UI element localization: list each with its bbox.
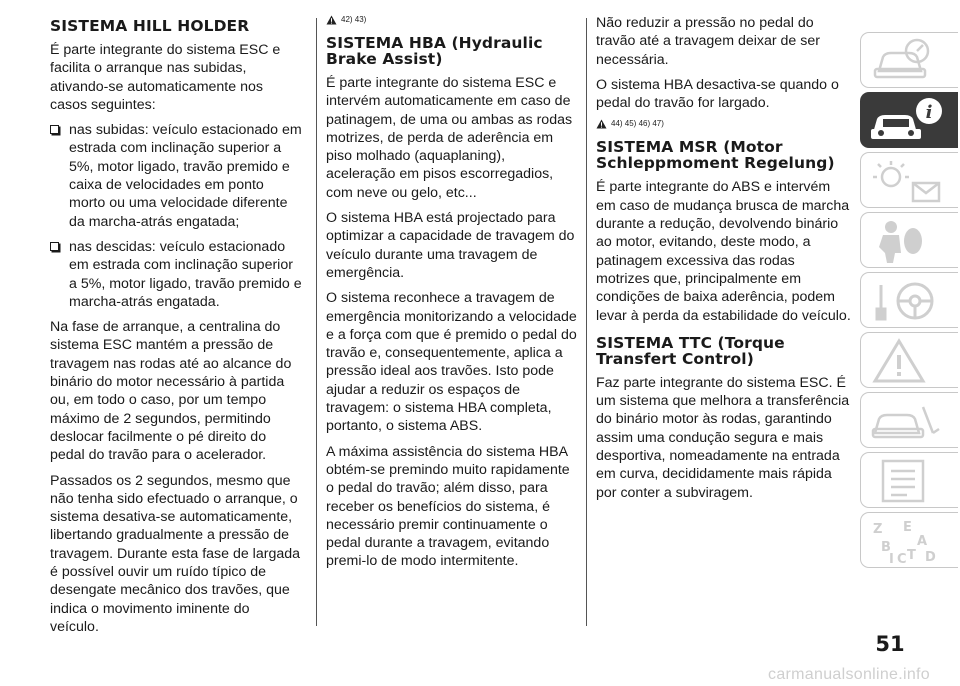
warning-triangle-icon: [326, 15, 337, 25]
index-letter: T: [907, 548, 916, 563]
car-info-icon: [861, 93, 959, 149]
bullet-item: [50, 121, 302, 231]
tow-car-icon: [861, 393, 959, 449]
index-letter: A: [917, 534, 928, 549]
heading-hill-holder: SISTEMA HILL HOLDER: [50, 17, 250, 35]
tab-airbag[interactable]: [860, 212, 958, 268]
index-letter: I: [889, 552, 894, 567]
key-steering-wheel-icon: [861, 273, 959, 329]
paragraph-hba-4: A máxima assistência do sistema HBA obtém-se premindo muito rapidamente o pedal do travão; além disso, para receber os benefícios do sistema, é necessário premir continuamente o pedal durante a travagem, evitando premi-lo de modo intermitente.: [326, 443, 570, 570]
column-1: [50, 14, 302, 643]
paragraph-hba-3: O sistema reconhece a travagem de emergência monitorizando a velocidade e a força com que é premido o pedal do travão e, consequentemente, aplica a pressão ideal aos travões. Isto pode ajudar a reduzir os espaços de travagem: o sistema HBA completa, portanto, o sistema ABS.: [326, 290, 577, 435]
checkbox-bullet-icon: [50, 242, 59, 251]
tab-car-info[interactable]: [860, 92, 958, 148]
warning-triangle-icon: [861, 333, 959, 389]
tab-car-instruments[interactable]: [860, 32, 958, 88]
column-divider: [316, 18, 317, 626]
index-letter: E: [903, 520, 912, 535]
heading-ttc: SISTEMA TTC (Torque Transfert Control): [596, 333, 785, 368]
paragraph-ttc: Faz parte integrante do sistema ESC. É um sistema que melhora a transferência do binário motor às rodas, garantindo assim uma condução segura e mais desportiva, nomeadamente na entrada em curva, decididamente mais rápida por conter a subviragem.: [596, 374, 850, 501]
bullet-text: nas subidas: veículo estacionado em estrada com inclinação superior a 5%, motor ligado, travão premido e caixa de velocidades em ponto morto ou uma velocidade diferente da marcha-atrás engatada;: [69, 122, 302, 230]
paragraph-hba-5: Não reduzir a pressão no pedal do travão até a travagem deixar de ser necessária.: [596, 15, 820, 68]
column-3: [596, 14, 852, 509]
warning-reference[interactable]: [596, 119, 852, 129]
tab-emergency[interactable]: [860, 332, 958, 388]
tab-key-steering[interactable]: [860, 272, 958, 328]
tab-warning-lights[interactable]: [860, 152, 958, 208]
reference-numbers: 44) 45) 46) 47): [611, 119, 664, 129]
tab-index[interactable]: [860, 512, 958, 568]
heading-msr: SISTEMA MSR (Motor Schleppmoment Regelung): [596, 138, 835, 173]
paragraph-hba-6: O sistema HBA desactiva-se quando o pedal do travão for largado.: [596, 76, 839, 112]
index-letter: Z: [873, 522, 883, 537]
car-instruments-icon: [861, 33, 959, 89]
warning-triangle-icon: [596, 119, 607, 129]
column-2: [326, 14, 578, 578]
index-letter: B: [881, 540, 891, 555]
bullet-item: [50, 238, 302, 311]
page-number: 51: [875, 632, 905, 656]
index-letter: C: [897, 552, 907, 567]
watermark: carmanualsonline.info: [768, 666, 930, 683]
checkbox-bullet-icon: [50, 125, 59, 134]
tab-technical-data[interactable]: [860, 452, 958, 508]
bullet-text: nas descidas: veículo estacionado em estrada com inclinação superior a 5%, motor ligado, travão premido e marcha-atrás engatada.: [69, 238, 302, 310]
paragraph-hill-holder-3: Passados os 2 segundos, mesmo que não tenha sido efectuado o arranque, o sistema desativa-se automaticamente, libertando gradualmente a pressão de travagem. Durante esta fase de largada é possível ouvir um ruído típico de desengate mecânico dos travões, que indica o movimento iminente do veículo.: [50, 472, 301, 635]
index-letter: D: [925, 550, 936, 565]
paragraph-hba-2: O sistema HBA está projectado para optimizar a capacidade de travagem do veículo durante uma travagem de emergência.: [326, 210, 575, 281]
reference-numbers: 42) 43): [341, 15, 367, 24]
warning-lights-icon: [861, 153, 959, 209]
heading-hba: SISTEMA HBA (Hydraulic Brake Assist): [326, 34, 543, 68]
column-divider: [586, 18, 587, 626]
chapter-sidebar: [860, 32, 958, 572]
tab-maintenance[interactable]: [860, 392, 958, 448]
technical-data-icon: [861, 453, 959, 509]
paragraph-hill-holder-2: Na fase de arranque, a centralina do sistema ESC mantém a pressão de travagem nas rodas até ao alcance do binário do motor necessário à partida ou, em todo o caso, por um tempo máximo de 2 segundos, permitindo deslocar facilmente o pé direito do pedal do travão para o acelerador.: [50, 319, 292, 464]
paragraph-msr: É parte integrante do ABS e intervém em caso de mudança brusca de marcha durante a redução, devolvendo binário ao motor, evitando, deste modo, a patinagem excessiva das rodas motrizes que, principalmente em condições de baixa aderência, podem levar à perda da estabilidade do veículo.: [596, 179, 851, 324]
index-letters-icon: [861, 513, 959, 569]
svg-text:i: i: [925, 102, 933, 123]
paragraph-hill-holder-intro: É parte integrante do sistema ESC e facilita o arranque nas subidas, ativando-se automaticamente nos casos seguintes:: [50, 42, 281, 113]
paragraph-hba-1: É parte integrante do sistema ESC e intervém automaticamente em caso de patinagem, de uma ou ambas as rodas motrizes, de perda de aderência em piso molhado (aquaplaning), aceleração em pisos escorregadios, com neve ou gelo, etc...: [326, 75, 573, 201]
airbag-person-icon: [861, 213, 959, 269]
warning-reference[interactable]: [326, 15, 578, 25]
